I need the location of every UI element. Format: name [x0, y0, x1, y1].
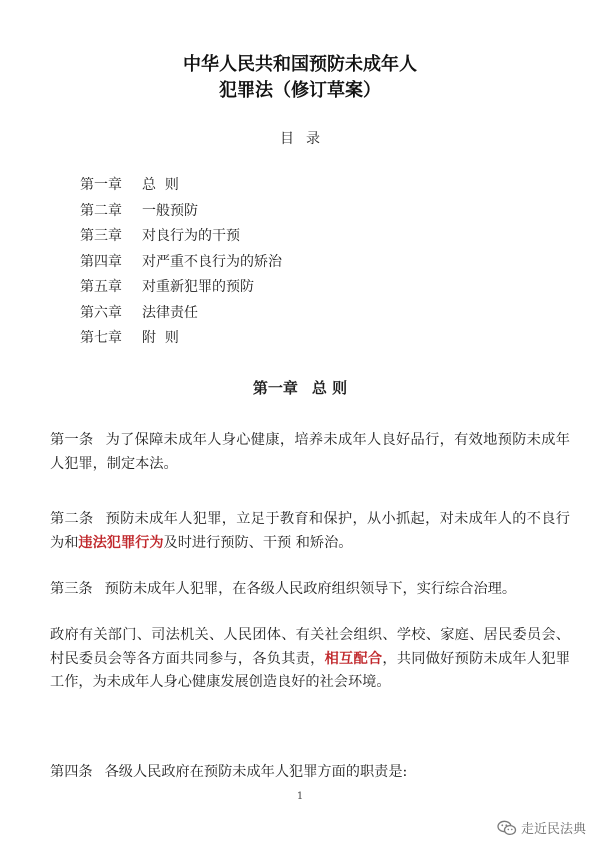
toc-heading: 目录	[280, 131, 332, 147]
document-title-line-2: 犯罪法（修订草案）	[219, 80, 381, 101]
article-label: 第四条	[50, 764, 93, 780]
article-1	[50, 429, 570, 476]
toc-chapter-name: 一般预防	[142, 202, 198, 219]
page-number: 1	[296, 791, 304, 802]
chapter-number: 第一章	[252, 379, 298, 397]
toc-chapter-number: 第六章	[80, 304, 122, 321]
toc-chapter-name: 对严重不良行为的矫治	[142, 253, 282, 270]
toc-item	[80, 200, 282, 226]
toc-item	[80, 302, 282, 328]
toc-item	[80, 251, 282, 277]
document-title-line-1: 中华人民共和国预防未成年人	[183, 54, 417, 75]
article-3	[50, 578, 570, 602]
watermark-text: 走近民法典	[520, 822, 586, 837]
watermark	[497, 818, 586, 837]
article-2	[50, 508, 570, 555]
toc-chapter-name: 对重新犯罪的预防	[142, 279, 254, 295]
article-text: 为了保障未成年人身心健康，培养未成年人良好品行，有效地预防未成年人犯罪，制定本法。	[50, 432, 570, 472]
toc-chapter-name: 对良行为的干预	[142, 228, 240, 244]
highlighted-phrase: 相互配合	[324, 650, 383, 667]
article-label: 第三条	[50, 581, 93, 597]
toc-item	[80, 276, 282, 302]
article-text: 政府有关部门、司法机关、人民团体、有关社会组织、学校、家庭、居民委员会、村民委员会等各方面共同参与，各负其责，	[50, 627, 570, 667]
toc-chapter-number: 第二章	[80, 202, 122, 219]
article-text: 及时进行预防、干预 和矫治。	[163, 534, 353, 551]
article-label: 第二条	[50, 511, 94, 527]
toc-item	[80, 327, 282, 353]
toc-item	[80, 174, 282, 200]
toc-item	[80, 225, 282, 251]
article-3-paragraph-2	[50, 624, 570, 695]
chapter-name: 总 则	[311, 379, 348, 397]
toc-chapter-number: 第五章	[80, 279, 122, 295]
article-text: 预防未成年人犯罪，立足于教育和保护，从小抓起，对未成年人的不良行为和	[50, 511, 570, 551]
article-text: 预防未成年人犯罪，在各级人民政府组织领导下，实行综合治理。	[104, 581, 517, 597]
table-of-contents	[80, 174, 282, 353]
toc-chapter-name: 总 则	[142, 177, 179, 193]
toc-chapter-name: 附 则	[142, 330, 179, 346]
chapter-heading	[0, 377, 600, 398]
toc-chapter-number: 第七章	[80, 330, 122, 346]
article-label: 第一条	[50, 432, 94, 448]
article-text: 各级人民政府在预防未成年人犯罪方面的职责是:	[104, 764, 408, 780]
toc-chapter-number: 第四章	[80, 253, 122, 270]
toc-chapter-number: 第三章	[80, 228, 122, 244]
article-text: ，共同做好预防未成年人犯罪工作，为未成年人身心健康发展创造良好的社会环境。	[50, 650, 570, 690]
toc-chapter-name: 法律责任	[142, 304, 198, 321]
article-4	[50, 761, 570, 785]
highlighted-phrase: 违法犯罪行为	[78, 534, 164, 551]
wechat-icon	[497, 820, 517, 836]
toc-chapter-number: 第一章	[80, 177, 122, 193]
